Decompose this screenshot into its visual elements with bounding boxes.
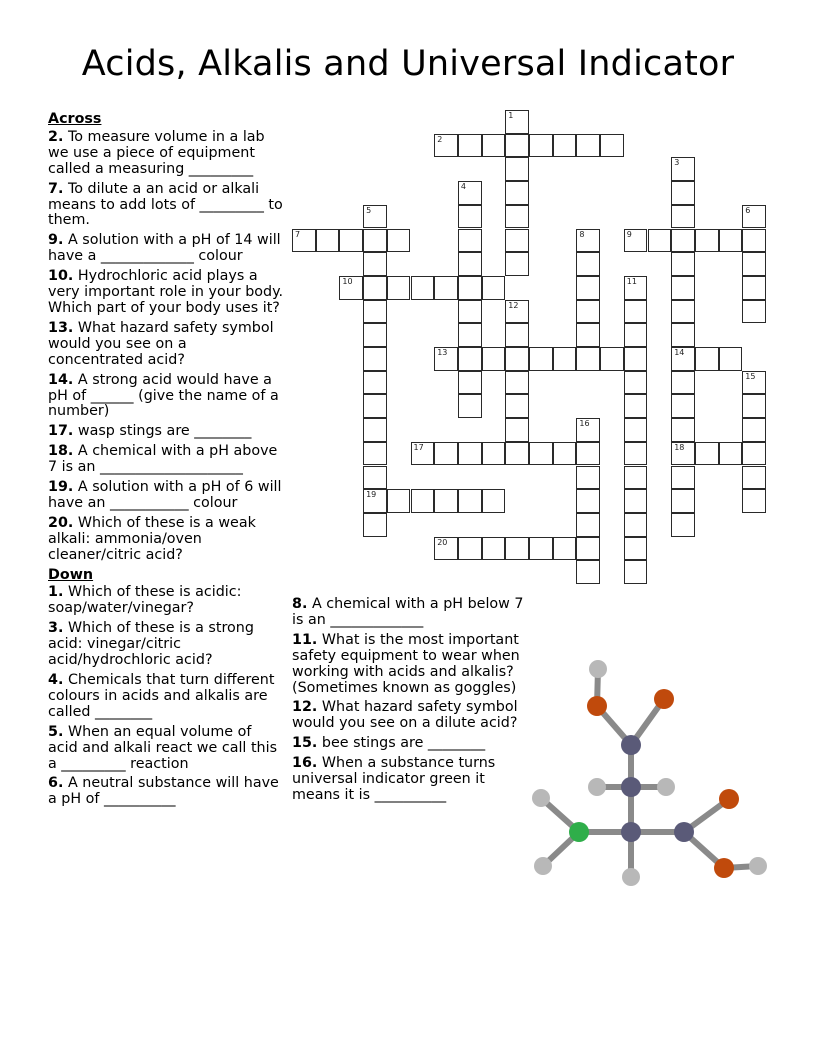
grid-cell[interactable] [742, 205, 766, 229]
cell-number: 11 [626, 276, 637, 286]
grid-cell[interactable] [505, 157, 529, 181]
grid-cell[interactable] [576, 134, 600, 158]
grid-cell[interactable] [671, 418, 695, 442]
down-clue-list-continued [292, 597, 524, 804]
hydrogen-atom [534, 857, 552, 875]
oxygen-atom [587, 696, 607, 716]
grid-cell[interactable] [363, 466, 387, 490]
grid-cell[interactable] [292, 229, 316, 253]
grid-cell[interactable] [434, 347, 458, 371]
clue-down-3 [48, 621, 284, 669]
clue-number: 18. [48, 443, 74, 460]
clue-number: 19. [48, 479, 74, 496]
down-heading: Down [48, 566, 94, 583]
grid-cell[interactable] [458, 537, 482, 561]
grid-cell[interactable] [671, 181, 695, 205]
cell-number: 9 [626, 229, 632, 239]
grid-cell[interactable] [742, 300, 766, 324]
nitrogen-atom [569, 822, 589, 842]
grid-cell[interactable] [505, 252, 529, 276]
grid-cell[interactable] [363, 323, 387, 347]
grid-cell[interactable] [624, 418, 648, 442]
grid-cell[interactable] [482, 537, 506, 561]
grid-cell[interactable] [434, 134, 458, 158]
grid-cell[interactable] [339, 276, 363, 300]
cell-number: 10 [342, 276, 353, 286]
clue-text: To measure volume in a lab we use a piece of equipment called a measuring _________ [48, 128, 265, 177]
grid-cell[interactable] [576, 347, 600, 371]
grid-cell[interactable] [482, 134, 506, 158]
grid-cell[interactable] [363, 513, 387, 537]
grid-cell[interactable] [529, 537, 553, 561]
grid-cell[interactable] [505, 134, 529, 158]
grid-cell[interactable] [505, 371, 529, 395]
hydrogen-atom [532, 789, 550, 807]
grid-cell[interactable] [363, 276, 387, 300]
cell-number: 2 [437, 134, 443, 144]
down-clue-list [48, 585, 284, 808]
clue-across-13 [48, 321, 284, 369]
grid-cell[interactable] [671, 513, 695, 537]
grid-cell[interactable] [363, 489, 387, 513]
grid-cell[interactable] [576, 560, 600, 584]
cell-number: 17 [413, 442, 424, 452]
grid-cell[interactable] [482, 347, 506, 371]
grid-cell[interactable] [624, 300, 648, 324]
across-heading: Across [48, 111, 102, 127]
clue-number: 12. [292, 699, 318, 716]
grid-cell[interactable] [576, 513, 600, 537]
grid-cell[interactable] [458, 442, 482, 466]
grid-cell[interactable] [695, 229, 719, 253]
grid-cell[interactable] [505, 323, 529, 347]
grid-cell[interactable] [600, 347, 624, 371]
clue-down-8 [292, 597, 524, 629]
grid-cell[interactable] [576, 252, 600, 276]
clue-number: 13. [48, 319, 74, 336]
cell-number: 14 [674, 348, 685, 357]
grid-cell[interactable] [458, 252, 482, 276]
grid-cell[interactable] [387, 276, 411, 300]
clue-text: A neutral substance will have a pH of __________ [48, 775, 279, 808]
grid-cell[interactable] [576, 276, 600, 300]
clue-number: 3. [48, 620, 64, 637]
grid-cell[interactable] [671, 347, 695, 371]
grid-cell[interactable] [363, 300, 387, 324]
grid-cell[interactable] [458, 394, 482, 418]
grid-cell[interactable] [624, 323, 648, 347]
grid-cell[interactable] [671, 205, 695, 229]
grid-cell[interactable] [624, 276, 648, 300]
clue-down-11 [292, 633, 524, 697]
grid-cell[interactable] [695, 442, 719, 466]
clue-text: What hazard safety symbol would you see on a concentrated acid? [48, 319, 274, 368]
grid-cell[interactable] [600, 134, 624, 158]
clue-text: A solution with a pH of 6 will have an ___________ colour [48, 479, 282, 511]
cell-number: 3 [674, 158, 680, 168]
grid-cell[interactable] [505, 205, 529, 229]
clue-number: 9. [48, 232, 64, 249]
grid-cell[interactable] [576, 300, 600, 324]
grid-cell[interactable] [505, 394, 529, 418]
across-clue-list [48, 130, 284, 564]
grid-cell[interactable] [695, 347, 719, 371]
grid-cell[interactable] [671, 157, 695, 181]
clue-across-19 [48, 480, 284, 512]
grid-cell[interactable] [671, 394, 695, 418]
grid-cell[interactable] [363, 252, 387, 276]
cell-number: 13 [437, 348, 448, 357]
grid-cell[interactable] [553, 134, 577, 158]
clue-across-10 [48, 269, 284, 317]
cell-number: 19 [366, 490, 377, 500]
grid-cell[interactable] [671, 442, 695, 466]
grid-cell[interactable] [624, 560, 648, 584]
grid-cell[interactable] [553, 347, 577, 371]
clue-text: When a substance turns universal indicator green it means it is __________ [292, 755, 496, 803]
clue-number: 2. [48, 128, 64, 145]
cell-number: 4 [460, 182, 466, 192]
grid-cell[interactable] [742, 252, 766, 276]
clue-text: What is the most important safety equipment to wear when working with acids and alkalis? (Sometimes known as goggles) [292, 631, 520, 696]
clue-across-14 [48, 373, 284, 421]
clue-down-4 [48, 673, 284, 721]
cell-number: 18 [674, 442, 685, 452]
grid-cell[interactable] [529, 134, 553, 158]
grid-cell[interactable] [482, 276, 506, 300]
clue-down-12 [292, 700, 524, 732]
grid-cell[interactable] [671, 229, 695, 253]
grid-cell[interactable] [363, 442, 387, 466]
grid-cell[interactable] [624, 537, 648, 561]
grid-cell[interactable] [505, 110, 529, 134]
carbon-atom [621, 777, 641, 797]
grid-cell[interactable] [742, 276, 766, 300]
grid-cell[interactable] [576, 229, 600, 253]
grid-cell[interactable] [458, 181, 482, 205]
grid-cell[interactable] [505, 181, 529, 205]
grid-cell[interactable] [363, 371, 387, 395]
grid-cell[interactable] [742, 418, 766, 442]
grid-cell[interactable] [624, 347, 648, 371]
grid-cell[interactable] [339, 229, 363, 253]
grid-cell[interactable] [458, 205, 482, 229]
grid-cell[interactable] [458, 276, 482, 300]
clue-number: 10. [48, 268, 74, 285]
cell-number: 6 [745, 205, 751, 215]
clue-across-17 [48, 424, 284, 440]
cell-number: 20 [437, 537, 448, 547]
grid-cell[interactable] [505, 537, 529, 561]
clue-down-15 [292, 736, 524, 752]
grid-cell[interactable] [505, 347, 529, 371]
grid-cell[interactable] [316, 229, 340, 253]
hydrogen-atom [749, 857, 767, 875]
clue-text: A chemical with a pH below 7 is an _____________ [292, 596, 524, 628]
grid-cell[interactable] [458, 229, 482, 253]
clue-text: Chemicals that turn different colours in acids and alkalis are called ________ [48, 672, 275, 720]
clue-text: A strong acid would have a pH of ______ (give the name of a number) [48, 371, 279, 420]
clue-across-9 [48, 233, 284, 265]
cell-number: 8 [579, 229, 585, 239]
grid-cell[interactable] [363, 347, 387, 371]
page-title: Acids, Alkalis and Universal Indicator [81, 44, 735, 84]
clue-number: 15. [292, 735, 318, 752]
grid-cell[interactable] [576, 323, 600, 347]
grid-cell[interactable] [742, 489, 766, 513]
grid-cell[interactable] [576, 537, 600, 561]
clue-number: 5. [48, 723, 64, 740]
clues-column-left [48, 112, 284, 812]
grid-cell[interactable] [624, 371, 648, 395]
carbon-atom [621, 822, 641, 842]
grid-cell[interactable] [742, 466, 766, 490]
hydrogen-atom [657, 778, 675, 796]
grid-cell[interactable] [719, 229, 743, 253]
grid-cell[interactable] [553, 442, 577, 466]
grid-cell[interactable] [458, 347, 482, 371]
clue-text: wasp stings are ________ [77, 423, 252, 440]
grid-cell[interactable] [624, 466, 648, 490]
carbon-atom [621, 735, 641, 755]
clue-across-2 [48, 130, 284, 178]
clue-number: 20. [48, 514, 74, 531]
clue-text: Which of these is acidic: soap/water/vinegar? [48, 584, 242, 617]
hydrogen-atom [622, 868, 640, 886]
hydrogen-atom [588, 778, 606, 796]
clue-down-5 [48, 725, 284, 773]
grid-cell[interactable] [434, 442, 458, 466]
molecule-illustration [520, 650, 780, 900]
clue-number: 1. [48, 584, 64, 601]
clue-down-1 [48, 585, 284, 617]
grid-cell[interactable] [411, 276, 435, 300]
grid-cell[interactable] [624, 394, 648, 418]
grid-cell[interactable] [505, 300, 529, 324]
oxygen-atom [714, 858, 734, 878]
grid-cell[interactable] [387, 489, 411, 513]
clue-across-18 [48, 444, 284, 476]
clue-across-20 [48, 516, 284, 564]
grid-cell[interactable] [742, 371, 766, 395]
grid-cell[interactable] [363, 394, 387, 418]
clue-text: bee stings are ________ [321, 735, 486, 752]
grid-cell[interactable] [434, 489, 458, 513]
grid-cell[interactable] [671, 300, 695, 324]
clue-number: 16. [292, 755, 318, 772]
clue-number: 7. [48, 180, 64, 197]
clue-text: A chemical with a pH above 7 is an ____________________ [48, 443, 278, 476]
grid-cell[interactable] [458, 300, 482, 324]
cell-number: 15 [745, 371, 756, 381]
grid-cell[interactable] [387, 229, 411, 253]
clue-number: 6. [48, 775, 64, 792]
grid-cell[interactable] [671, 489, 695, 513]
clue-text: When an equal volume of acid and alkali react we call this a _________ reaction [48, 723, 278, 772]
grid-cell[interactable] [671, 276, 695, 300]
grid-cell[interactable] [363, 229, 387, 253]
grid-cell[interactable] [411, 489, 435, 513]
cell-number: 7 [295, 229, 301, 239]
grid-cell[interactable] [576, 489, 600, 513]
cell-number: 1 [508, 111, 514, 120]
grid-cell[interactable] [576, 418, 600, 442]
grid-cell[interactable] [529, 347, 553, 371]
cell-number: 16 [579, 419, 590, 429]
clue-down-16 [292, 756, 524, 804]
grid-cell[interactable] [648, 229, 672, 253]
grid-cell[interactable] [742, 394, 766, 418]
grid-cell[interactable] [363, 418, 387, 442]
grid-cell[interactable] [719, 442, 743, 466]
grid-cell[interactable] [671, 371, 695, 395]
cell-number: 12 [508, 300, 519, 310]
clue-number: 4. [48, 672, 64, 688]
grid-cell[interactable] [624, 513, 648, 537]
grid-cell[interactable] [719, 347, 743, 371]
grid-cell[interactable] [363, 205, 387, 229]
clue-number: 14. [48, 371, 74, 388]
clue-text: A solution with a pH of 14 will have a _____________ colour [48, 232, 281, 265]
grid-cell[interactable] [553, 537, 577, 561]
grid-cell[interactable] [505, 442, 529, 466]
grid-cell[interactable] [742, 229, 766, 253]
clue-number: 17. [48, 423, 74, 440]
clue-text: Hydrochloric acid plays a very important role in your body. Which part of your body uses it? [48, 268, 284, 316]
clue-number: 8. [292, 596, 308, 612]
hydrogen-atom [589, 660, 607, 678]
cell-number: 5 [366, 205, 372, 215]
clue-number: 11. [292, 631, 318, 648]
carbon-atom [674, 822, 694, 842]
grid-cell[interactable] [624, 489, 648, 513]
grid-cell[interactable] [671, 323, 695, 347]
grid-cell[interactable] [576, 466, 600, 490]
grid-cell[interactable] [411, 442, 435, 466]
grid-cell[interactable] [458, 134, 482, 158]
clues-column-right [292, 597, 524, 808]
grid-cell[interactable] [671, 466, 695, 490]
grid-cell[interactable] [742, 442, 766, 466]
grid-cell[interactable] [482, 489, 506, 513]
grid-cell[interactable] [576, 442, 600, 466]
clue-down-6 [48, 776, 284, 808]
grid-cell[interactable] [671, 252, 695, 276]
grid-cell[interactable] [458, 489, 482, 513]
grid-cell[interactable] [624, 229, 648, 253]
clue-text: Which of these is a weak alkali: ammonia/oven cleaner/citric acid? [48, 514, 256, 563]
clue-text: To dilute a an acid or alkali means to add lots of _________ to them. [48, 180, 283, 229]
grid-cell[interactable] [434, 276, 458, 300]
clue-text: Which of these is a strong acid: vinegar/citric acid/hydrochloric acid? [48, 620, 254, 669]
grid-cell[interactable] [529, 442, 553, 466]
grid-cell[interactable] [458, 323, 482, 347]
grid-cell[interactable] [434, 537, 458, 561]
oxygen-atom [719, 789, 739, 809]
grid-cell[interactable] [505, 418, 529, 442]
clue-text: What hazard safety symbol would you see on a dilute acid? [292, 699, 518, 732]
grid-cell[interactable] [505, 229, 529, 253]
oxygen-atom [654, 689, 674, 709]
grid-cell[interactable] [624, 442, 648, 466]
grid-cell[interactable] [458, 371, 482, 395]
grid-cell[interactable] [482, 442, 506, 466]
clue-across-7 [48, 182, 284, 230]
